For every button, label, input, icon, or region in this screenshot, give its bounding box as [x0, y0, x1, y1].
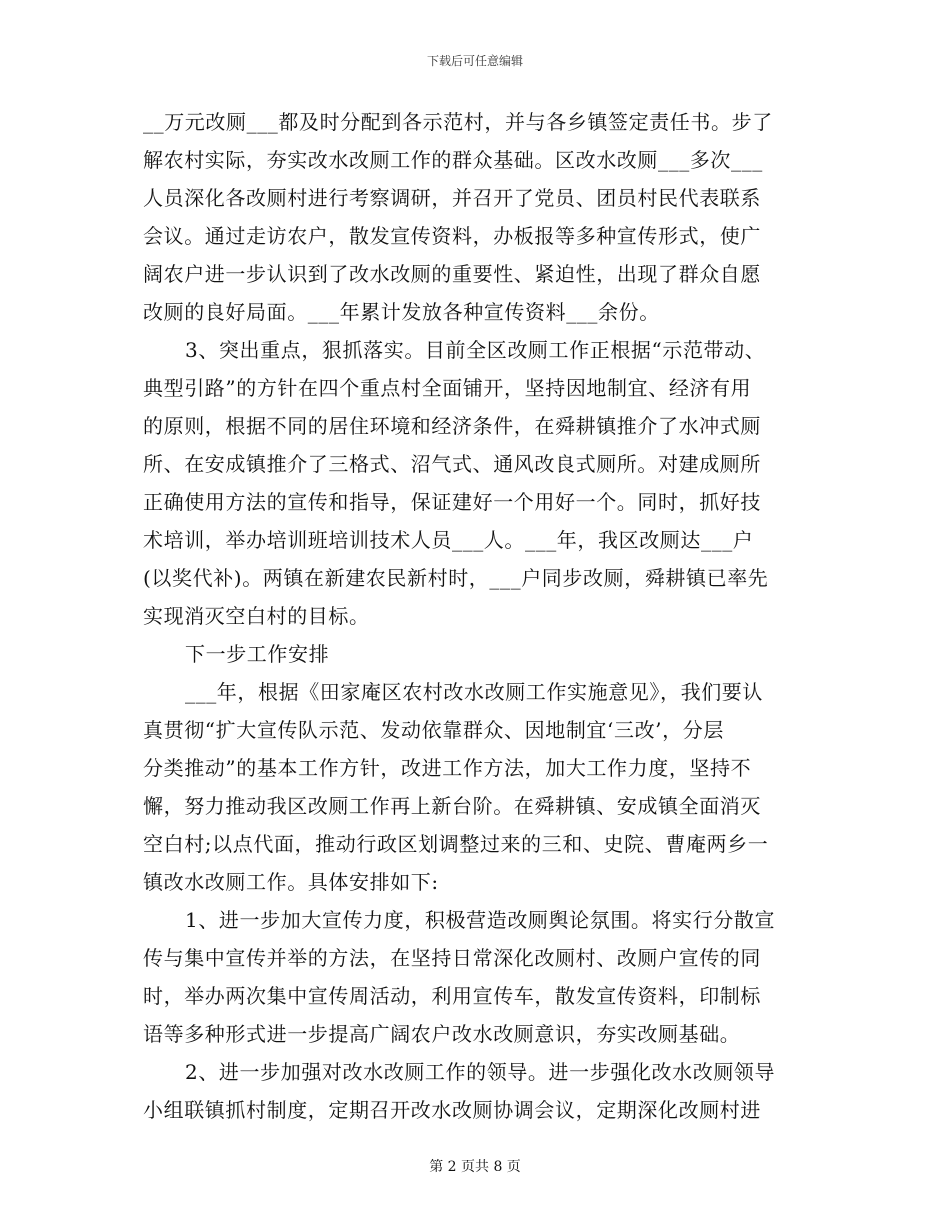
paragraph-start-line: 3、突出重点，狠抓落实。目前全区改厕工作正根据“示范带动、 — [185, 338, 766, 362]
body-line: 空白村;以点代面，推动行政区划调整过来的三和、史院、曹庵两乡一 — [143, 832, 769, 856]
body-line: 小组联镇抓村制度，定期召开改水改厕协调会议，定期深化改厕村进 — [143, 1098, 761, 1122]
body-line: 所、在安成镇推介了三格式、沼气式、通风改良式厕所。对建成厕所 — [143, 452, 761, 476]
page-number-footer: 第 2 页共 8 页 — [429, 1159, 521, 1175]
body-line: 人员深化各改厕村进行考察调研，并召开了党员、团员村民代表联系 — [143, 186, 761, 210]
body-line: 改厕的良好局面。___年累计发放各种宣传资料___余份。 — [143, 300, 660, 324]
body-line: 真贯彻“扩大宣传队示范、发动依靠群众、因地制宜‘三改’，分层 — [143, 718, 724, 742]
body-line: 分类推动”的基本工作方针，改进工作方法，加大工作力度，坚持不 — [143, 756, 752, 780]
body-line: 解农村实际，夯实改水改厕工作的群众基础。区改水改厕___多次___ — [143, 148, 763, 172]
body-line: 镇改水改厕工作。具体安排如下: — [143, 870, 439, 894]
document-body — [143, 103, 809, 1129]
body-line: 的原则，根据不同的居住环境和经济条件，在舜耕镇推介了水冲式厕 — [143, 414, 761, 438]
paragraph-start-line: 2、进一步加强对改水改厕工作的领导。进一步强化改水改厕领导 — [185, 1060, 776, 1084]
body-line: 时，举办两次集中宣传周活动，利用宣传车，散发宣传资料，印制标 — [143, 984, 761, 1008]
body-line: 懈，努力推动我区改厕工作再上新台阶。在舜耕镇、安成镇全面消灭 — [143, 794, 761, 818]
paragraph-start-line: ___年，根据《田家庵区农村改水改厕工作实施意见》，我们要认 — [185, 680, 763, 704]
body-line: 传与集中宣传并举的方法，在坚持日常深化改厕村、改厕户宣传的同 — [143, 946, 761, 970]
body-line: 语等多种形式进一步提高广阔农户改水改厕意识，夯实改厕基础。 — [143, 1022, 741, 1046]
body-line: 阔农户进一步认识到了改水改厕的重要性、紧迫性，出现了群众自愿 — [143, 262, 761, 286]
section-heading: 下一步工作安排 — [185, 642, 330, 666]
body-line: (以奖代补)。两镇在新建农民新村时，___户同步改厕，舜耕镇已率先 — [143, 566, 769, 590]
paragraph-start-line: 1、进一步加大宣传力度，积极营造改厕舆论氛围。将实行分散宣 — [185, 908, 776, 932]
body-line: 会议。通过走访农户，散发宣传资料，办板报等多种宣传形式，使广 — [143, 224, 761, 248]
body-line: 典型引路”的方针在四个重点村全面铺开，坚持因地制宜、经济有用 — [143, 376, 752, 400]
body-line: 实现消灭空白村的目标。 — [143, 604, 370, 628]
body-line: __万元改厕___都及时分配到各示范村，并与各乡镇签定责任书。步了 — [143, 110, 773, 134]
body-line: 术培训，举办培训班培训技术人员___人。___年，我区改厕达___户 — [143, 528, 754, 552]
body-line: 正确使用方法的宣传和指导，保证建好一个用好一个。同时，抓好技 — [143, 490, 761, 514]
page-header: 下载后可任意编辑 — [426, 54, 523, 68]
